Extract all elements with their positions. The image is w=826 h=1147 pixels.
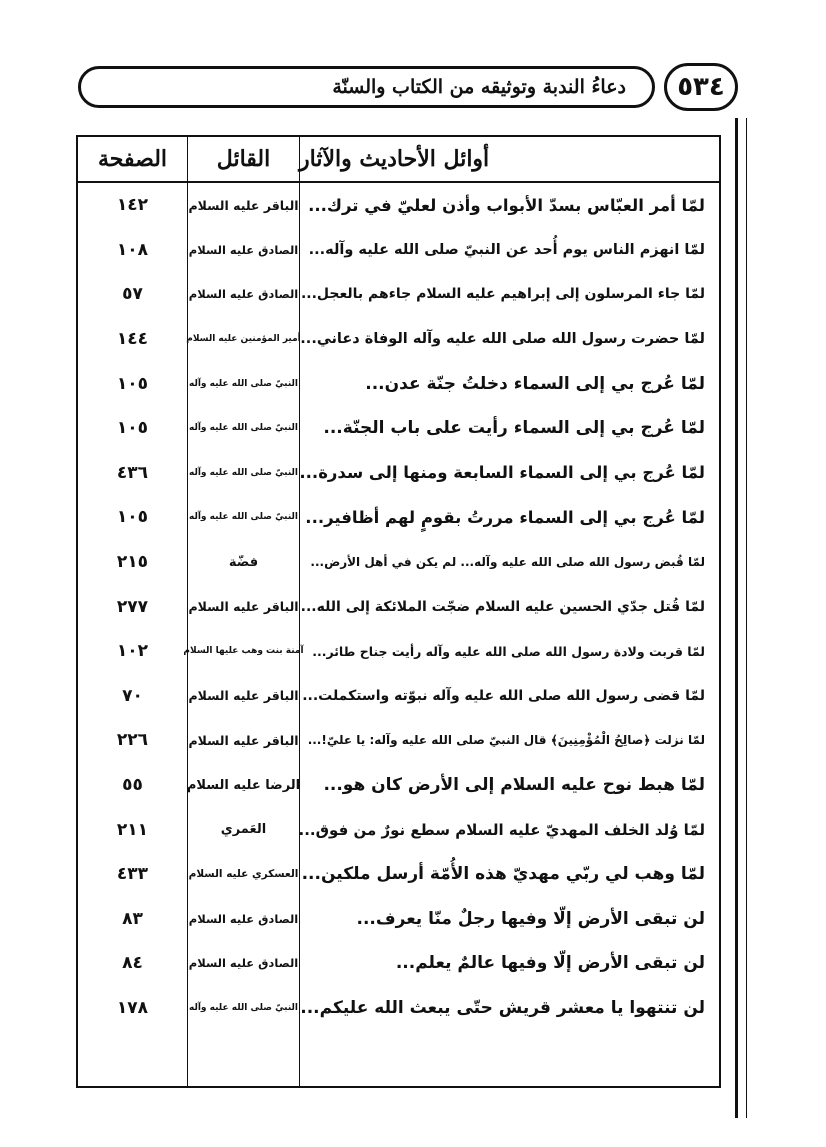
table-row [78, 941, 719, 986]
margin-rule-thick [735, 118, 738, 1118]
speaker: النبيّ صلى الله عليه وآله [189, 467, 298, 478]
page-ref: ٤٣٦ [116, 462, 149, 483]
table-row [78, 406, 719, 451]
page-number: ٥٣٤ [677, 72, 725, 102]
column-header-text [299, 137, 719, 181]
hadith-opening: لمّا انهزم الناس يوم أُحد عن النبيّ صلى الله عليه وآله... [308, 241, 705, 258]
speaker: الصادق عليه السلام [188, 287, 299, 302]
hadith-opening: لمّا عُرج بي إلى السماء دخلتُ جنّة عدن... [365, 373, 705, 394]
page-number-box [664, 63, 738, 111]
table-row [78, 763, 719, 808]
speaker: الباقر عليه السلام [188, 732, 299, 748]
speaker: الباقر عليه السلام [188, 688, 299, 704]
page-ref: ١٤٤ [116, 329, 149, 350]
table-row [78, 852, 719, 897]
hadith-opening: لمّا حضرت رسول الله صلى الله عليه وآله الوفاة دعاني... [300, 331, 705, 348]
hadith-opening: لمّا وهب لي ربّي مهديّ هذه الأُمّة أرسل ملكين... [301, 864, 705, 885]
page-ref: ١٠٥ [116, 373, 149, 394]
table-row [78, 183, 719, 228]
page-ref: ٥٧ [122, 284, 143, 305]
hadith-opening: لمّا جاء المرسلون إلى إبراهيم عليه السلام جاءهم بالعجل... [300, 286, 705, 303]
speaker: النبيّ صلى الله عليه وآله [189, 423, 298, 434]
hadith-opening: لمّا عُرج بي إلى السماء السابعة ومنها إلى سدرة... [299, 463, 705, 483]
speaker: الباقر عليه السلام [188, 197, 299, 213]
running-header [78, 66, 655, 108]
speaker: أمير المؤمنين عليه السلام [186, 334, 301, 345]
table-row [78, 540, 719, 585]
table-row [78, 451, 719, 496]
page-ref: ١٠٨ [116, 239, 149, 260]
hadith-opening: لمّا قربت ولادة رسول الله صلى الله عليه وآله رأيت جناح طائر... [312, 643, 705, 659]
speaker: العسكري عليه السلام [188, 868, 299, 881]
hadith-opening: لمّا أمر العبّاس بسدّ الأبواب وأذن لعليّ في ترك... [308, 195, 705, 215]
speaker: النبيّ صلى الله عليه وآله [189, 512, 298, 523]
page-ref: ٨٣ [122, 908, 143, 929]
hadith-opening: لن تبقى الأرض إلّا وفيها رجلٌ منّا يعرف... [356, 908, 705, 929]
column-header-page [78, 137, 187, 181]
speaker: النبيّ صلى الله عليه وآله [189, 1003, 298, 1014]
page-ref: ١٠٥ [116, 418, 149, 439]
speaker: الصادق عليه السلام [188, 956, 299, 971]
margin-rule-thin [746, 118, 747, 1118]
speaker: آمنة بنت وهب عليها السلام [183, 646, 304, 657]
table-row [78, 629, 719, 674]
hadith-opening: لن تبقى الأرض إلّا وفيها عالمٌ يعلم... [395, 953, 705, 974]
table-row [78, 228, 719, 273]
hadith-opening: لمّا قُبض رسول الله صلى الله عليه وآله... لم يكن في أهل الأرض... [310, 555, 705, 570]
table-row [78, 897, 719, 942]
hadith-opening: لن تنتهوا يا معشر قريش حتّى يبعث الله عليكم... [300, 998, 705, 1019]
table-row [78, 674, 719, 719]
table-row [78, 361, 719, 406]
page-ref: ٨٤ [122, 953, 143, 974]
table-row [78, 986, 719, 1031]
speaker: الصادق عليه السلام [188, 242, 299, 257]
page-ref: ٢١١ [116, 819, 149, 840]
page-ref: ٢٢٦ [116, 730, 149, 751]
page-ref: ٢٧٧ [116, 596, 149, 617]
page-ref: ٧٠ [122, 685, 143, 706]
table-row [78, 584, 719, 629]
speaker: فضّة [228, 554, 259, 570]
hadith-opening: لمّا قضى رسول الله صلى الله عليه وآله نبوّته واستكملت... [302, 687, 705, 704]
speaker: الرضا عليه السلام [186, 777, 301, 793]
running-title: دعاءُ الندبة وتوثيقه من الكتاب والسنّة [332, 76, 626, 98]
table-row [78, 718, 719, 763]
table-row [78, 495, 719, 540]
page-ref: ٥٥ [122, 775, 143, 796]
table-row [78, 807, 719, 852]
page-ref: ٤٣٣ [116, 864, 149, 885]
speaker: النبيّ صلى الله عليه وآله [189, 378, 298, 389]
speaker: الصادق عليه السلام [188, 911, 299, 926]
index-table [76, 135, 721, 1088]
table-row [78, 317, 719, 362]
hadith-opening: لمّا قُتل جدّي الحسين عليه السلام ضجّت الملائكة إلى الله... [300, 598, 705, 615]
column-header-text-label: أوائل الأحاديث والآثار [299, 146, 490, 172]
speaker: الباقر عليه السلام [188, 599, 299, 615]
hadith-opening: لمّا وُلد الخلف المهديّ عليه السلام سطع نورٌ من فوق... [299, 820, 705, 839]
hadith-opening: لمّا عُرج بي إلى السماء رأيت على باب الجنّة... [323, 418, 705, 439]
column-header-speaker-label: القائل [216, 146, 271, 172]
hadith-opening: لمّا عُرج بي إلى السماء مررتُ بقومٍ لهم أظافير... [305, 507, 705, 527]
page-ref: ١٠٢ [116, 641, 149, 662]
column-header-page-label: الصفحة [97, 146, 168, 172]
hadith-opening: لمّا نزلت ﴿صالِحُ الْمُؤْمِنِينَ﴾ قال النبيّ صلى الله عليه وآله: يا عليّ!... [307, 733, 705, 748]
speaker: العَمري [220, 822, 267, 838]
column-header-speaker [187, 137, 300, 181]
page-ref: ١٤٢ [116, 195, 149, 216]
hadith-opening: لمّا هبط نوح عليه السلام إلى الأرض كان هو... [323, 775, 705, 796]
page-ref: ١٧٨ [116, 998, 149, 1019]
page-ref: ٢١٥ [116, 552, 149, 573]
page-ref: ١٠٥ [116, 507, 149, 528]
table-row [78, 272, 719, 317]
